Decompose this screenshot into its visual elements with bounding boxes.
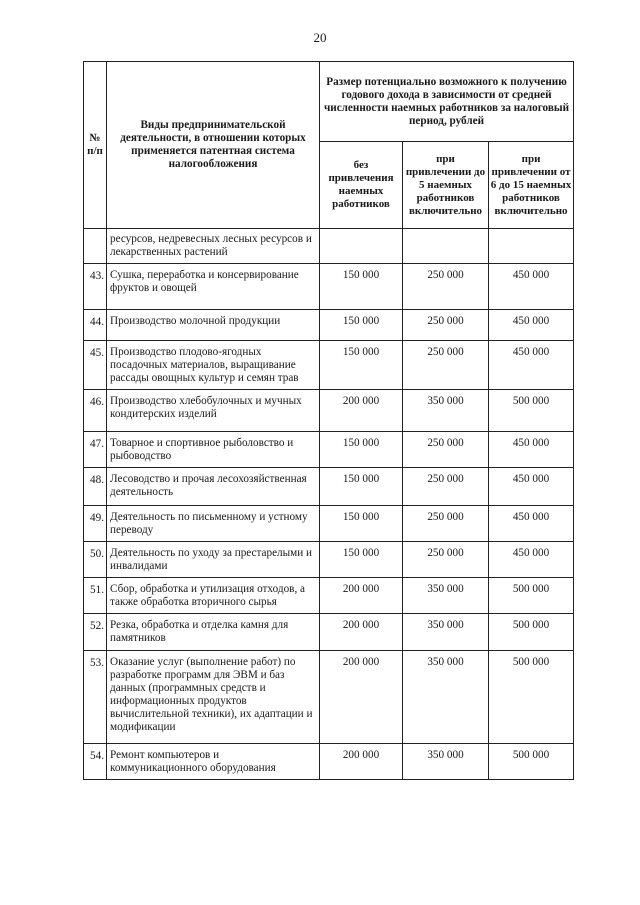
- row-activity: Производство молочной продукции: [107, 310, 320, 341]
- row-value-no-employees: 150 000: [320, 264, 403, 310]
- table-row: [84, 542, 574, 578]
- row-number: 51.: [84, 578, 107, 614]
- row-value-no-employees: 200 000: [320, 578, 403, 614]
- table-row: [84, 310, 574, 341]
- row-value-no-employees: 200 000: [320, 614, 403, 651]
- row-value-no-employees: 150 000: [320, 542, 403, 578]
- row-value-no-employees: 150 000: [320, 506, 403, 542]
- row-activity: Резка, обработка и отделка камня для памятников: [107, 614, 320, 651]
- table-row: [84, 506, 574, 542]
- row-activity: Деятельность по уходу за престарелыми и инвалидами: [107, 542, 320, 578]
- row-activity: Лесоводство и прочая лесохозяйственная деятельность: [107, 468, 320, 506]
- row-number: [84, 229, 107, 264]
- row-value-no-employees: [320, 229, 403, 264]
- row-activity: Сбор, обработка и утилизация отходов, а также обработка вторичного сырья: [107, 578, 320, 614]
- row-value-6-to-15: 450 000: [489, 310, 574, 341]
- row-value-6-to-15: 500 000: [489, 651, 574, 744]
- header-number: № п/п: [84, 62, 107, 229]
- row-value-up-to-5: [403, 229, 489, 264]
- row-value-6-to-15: 450 000: [489, 264, 574, 310]
- row-number: 47.: [84, 432, 107, 468]
- row-number: 43.: [84, 264, 107, 310]
- row-value-no-employees: 200 000: [320, 651, 403, 744]
- row-value-up-to-5: 250 000: [403, 310, 489, 341]
- row-activity: Деятельность по письменному и устному переводу: [107, 506, 320, 542]
- table-row-continuation: [84, 229, 574, 264]
- table-row: [84, 432, 574, 468]
- patent-income-table: [83, 61, 574, 780]
- header-no-employees: без привлечения наемных работников: [320, 142, 403, 229]
- header-income-group: Размер потенциально возможного к получению годового дохода в зависимости от средней численности наемных работников за налоговый период, рублей: [320, 62, 574, 142]
- row-number: 50.: [84, 542, 107, 578]
- row-value-6-to-15: 450 000: [489, 468, 574, 506]
- row-value-up-to-5: 250 000: [403, 432, 489, 468]
- row-activity: Ремонт компьютеров и коммуникационного оборудования: [107, 744, 320, 780]
- row-value-6-to-15: 450 000: [489, 432, 574, 468]
- row-activity: Товарное и спортивное рыболовство и рыбоводство: [107, 432, 320, 468]
- row-activity: Производство плодово-ягодных посадочных материалов, выращивание рассады овощных культур и семян трав: [107, 341, 320, 390]
- row-activity: Сушка, переработка и консервирование фруктов и овощей: [107, 264, 320, 310]
- row-number: 46.: [84, 390, 107, 432]
- row-value-up-to-5: 250 000: [403, 264, 489, 310]
- table-row: [84, 614, 574, 651]
- row-number: 44.: [84, 310, 107, 341]
- table-row: [84, 341, 574, 390]
- row-value-no-employees: 150 000: [320, 468, 403, 506]
- row-number: 52.: [84, 614, 107, 651]
- row-value-6-to-15: 500 000: [489, 390, 574, 432]
- row-value-6-to-15: [489, 229, 574, 264]
- row-value-up-to-5: 350 000: [403, 651, 489, 744]
- row-number: 45.: [84, 341, 107, 390]
- row-value-6-to-15: 450 000: [489, 542, 574, 578]
- row-activity: Производство хлебобулочных и мучных кондитерских изделий: [107, 390, 320, 432]
- row-number: 49.: [84, 506, 107, 542]
- header-up-to-5-employees: при привлечении до 5 наемных работников включительно: [403, 142, 489, 229]
- row-value-up-to-5: 350 000: [403, 744, 489, 780]
- row-activity: ресурсов, недревесных лесных ресурсов и лекарственных растений: [107, 229, 320, 264]
- row-value-no-employees: 150 000: [320, 432, 403, 468]
- row-value-up-to-5: 350 000: [403, 390, 489, 432]
- row-value-up-to-5: 250 000: [403, 542, 489, 578]
- table-row: [84, 578, 574, 614]
- table-row: [84, 651, 574, 744]
- row-number: 54.: [84, 744, 107, 780]
- row-activity: Оказание услуг (выполнение работ) по разработке программ для ЭВМ и баз данных (программных средств и информационных продуктов вычислительной техники), их адаптации и модификации: [107, 651, 320, 744]
- row-value-up-to-5: 350 000: [403, 614, 489, 651]
- row-value-up-to-5: 250 000: [403, 506, 489, 542]
- row-value-no-employees: 200 000: [320, 744, 403, 780]
- page-number: 20: [313, 30, 327, 45]
- table-row: [84, 390, 574, 432]
- row-value-no-employees: 150 000: [320, 341, 403, 390]
- row-value-6-to-15: 450 000: [489, 341, 574, 390]
- row-value-no-employees: 200 000: [320, 390, 403, 432]
- row-number: 48.: [84, 468, 107, 506]
- table-row: [84, 744, 574, 780]
- row-value-6-to-15: 500 000: [489, 744, 574, 780]
- row-number: 53.: [84, 651, 107, 744]
- row-value-up-to-5: 250 000: [403, 468, 489, 506]
- row-value-6-to-15: 500 000: [489, 614, 574, 651]
- table-row: [84, 468, 574, 506]
- header-6-to-15-employees: при привлечении от 6 до 15 наемных работников включительно: [489, 142, 574, 229]
- row-value-6-to-15: 450 000: [489, 506, 574, 542]
- row-value-up-to-5: 350 000: [403, 578, 489, 614]
- row-value-6-to-15: 500 000: [489, 578, 574, 614]
- row-value-no-employees: 150 000: [320, 310, 403, 341]
- header-activity: Виды предпринимательской деятельности, в отношении которых применяется патентная система налогообложения: [107, 62, 320, 229]
- table-row: [84, 264, 574, 310]
- row-value-up-to-5: 250 000: [403, 341, 489, 390]
